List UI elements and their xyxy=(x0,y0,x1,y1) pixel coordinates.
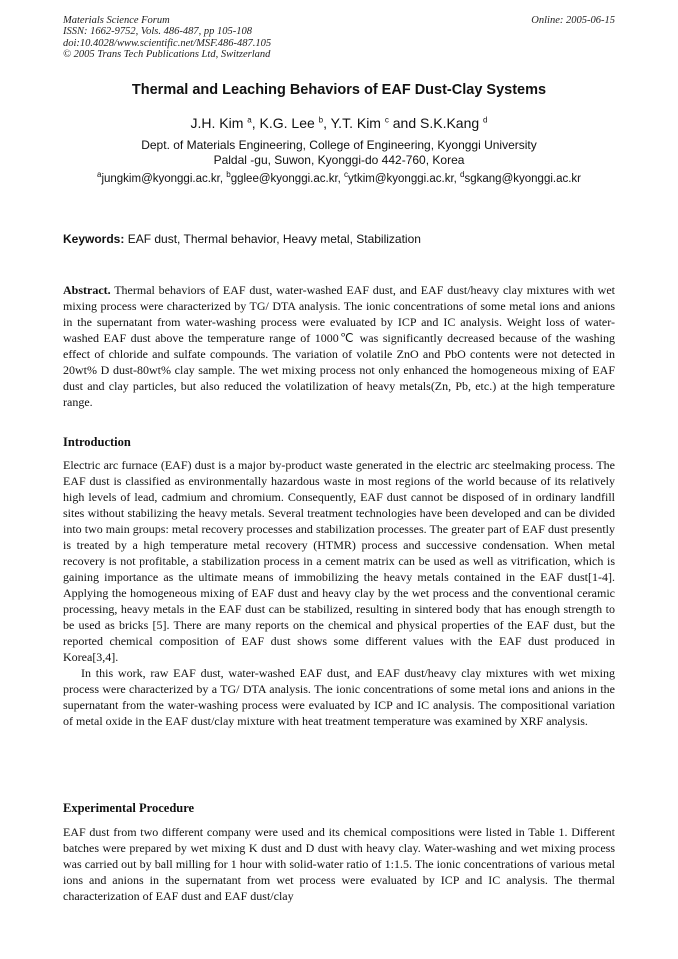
author-list xyxy=(0,115,678,131)
author-name: and S.K.Kang xyxy=(388,115,480,131)
experimental-heading: Experimental Procedure xyxy=(63,801,195,815)
author-mark: a xyxy=(247,115,252,125)
journal-header xyxy=(63,15,615,61)
issn-line: ISSN: 1662-9752, Vols. 486-487, pp 105-108 xyxy=(63,26,252,38)
email-address[interactable]: ytkim@kyonggi.ac.kr, xyxy=(348,173,461,185)
email-address[interactable]: gglee@kyonggi.ac.kr, xyxy=(230,173,345,185)
email-mark: d xyxy=(460,170,465,180)
experimental-body xyxy=(63,824,615,904)
abstract-label: Abstract. xyxy=(63,283,111,297)
email-address[interactable]: jungkim@kyonggi.ac.kr, xyxy=(101,173,227,185)
email-address[interactable]: sgkang@kyonggi.ac.kr xyxy=(464,173,582,185)
author-mark: c xyxy=(384,115,389,125)
author-name: J.H. Kim xyxy=(190,115,244,131)
author-emails xyxy=(0,170,678,185)
author-mark: d xyxy=(483,115,488,125)
paragraph: In this work, raw EAF dust, water-washed EAF dust, and EAF dust/heavy clay mixtures with wet mixing process were characterized by a TG/ DTA analysis. The ionic concentrations of some metal ions and anions in the supernatant from the water-washing process were evaluated by ICP and IC analysis. The compositional variation of metal oxide in the EAF dust/clay mixture with heat treatment temperature was examined by XRF analysis. xyxy=(63,666,615,728)
email-mark: b xyxy=(226,170,231,180)
keywords-text: EAF dust, Thermal behavior, Heavy metal, Stabilization xyxy=(124,232,421,246)
email-mark: c xyxy=(344,170,349,180)
affiliation xyxy=(0,138,678,168)
keywords xyxy=(63,232,615,246)
introduction-heading: Introduction xyxy=(63,435,131,449)
paragraph: Electric arc furnace (EAF) dust is a major by-product waste generated in the electric arc steelmaking process. The EAF dust is classified as environmentally hazardous waste in most regions of the world because of its relatively high levels of lead, cadmium and chromium. Consequently, EAF dust cannot be disposed of in ordinary landfill sites without stabilizing the heavy metals. Several treatment technologies have been developed and can be divided into two main groups: metal recovery processes and stabilization processes. The greater part of EAF dust presently is treated by a high temperature metal recovery (HTMR) process and successive condensation. When metal recovery is not profitable, a stabilization process in a cement matrix can be used as well as vitrification, which is gaining importance as the ultimate means of immobilizing the heavy metals contained in the EAF dust[1-4]. Applying the homogeneous mixing of EAF dust and heavy clay by the wet process and the conventional ceramic processing, heavy metals in the EAF dust can be stabilized, resulting in sintered body that has enough strength to be used as bricks [5]. There are many reports on the chemical and physical properties of the EAF dust, but the reported chemical composition of EAF dust shows some different values with the EAF dust produced in Korea[3,4]. xyxy=(63,458,615,664)
email-mark: a xyxy=(96,170,102,180)
introduction-body xyxy=(63,457,615,729)
paper-title: Thermal and Leaching Behaviors of EAF Dust-Clay Systems xyxy=(131,82,547,98)
journal-name: Materials Science Forum xyxy=(63,15,170,26)
copyright-line: © 2005 Trans Tech Publications Ltd, Switzerland xyxy=(63,49,271,61)
author-name: , Y.T. Kim xyxy=(323,115,381,131)
online-date: Online: 2005-06-15 xyxy=(531,15,615,26)
abstract xyxy=(63,282,615,410)
author-name: , K.G. Lee xyxy=(251,115,315,131)
abstract-text: Thermal behaviors of EAF dust, water-washed EAF dust, and EAF dust/heavy clay mixtures with wet mixing process were characterized by TG/ DTA analysis. The ionic concentrations of some metal ions and anions in the supernatant from water-washing process were evaluated by ICP and IC analysis. Weight loss of water-washed EAF dust above the temperature range of 1000℃ was significantly decreased because of the washing effect of chloride and sulfate compounds. The variation of volatile ZnO and PbO contents were not detected in 20wt% D dust-80wt% clay sample. The wet mixing process not only enhanced the homogeneous mixing of EAF dust and clay particles, but also reduced the volatilization of heavy metals(Zn, Pb, etc.) at the high temperature range. xyxy=(63,283,615,409)
author-mark: b xyxy=(318,115,324,125)
affiliation-line: Paldal -gu, Suwon, Kyonggi-do 442-760, Korea xyxy=(213,153,465,167)
affiliation-line: Dept. of Materials Engineering, College of Engineering, Kyonggi University xyxy=(141,138,537,152)
keywords-label: Keywords: xyxy=(63,232,125,246)
doi-line[interactable]: doi:10.4028/www.scientific.net/MSF.486-487.105 xyxy=(63,37,272,49)
paragraph: EAF dust from two different company were used and its chemical compositions were listed in Table 1. Different batches were prepared by wet mixing K dust and D dust with heavy clay. Water-washing and wet mixing process was carried out by ball milling for 1 hour with solid-water ratio of 1:1.5. The ionic concentrations of various metal ions and anions in the supernatant from wet process were evaluated by ICP and IC analysis. The thermal characterization of EAF dust and EAF dust/clay xyxy=(63,825,615,903)
